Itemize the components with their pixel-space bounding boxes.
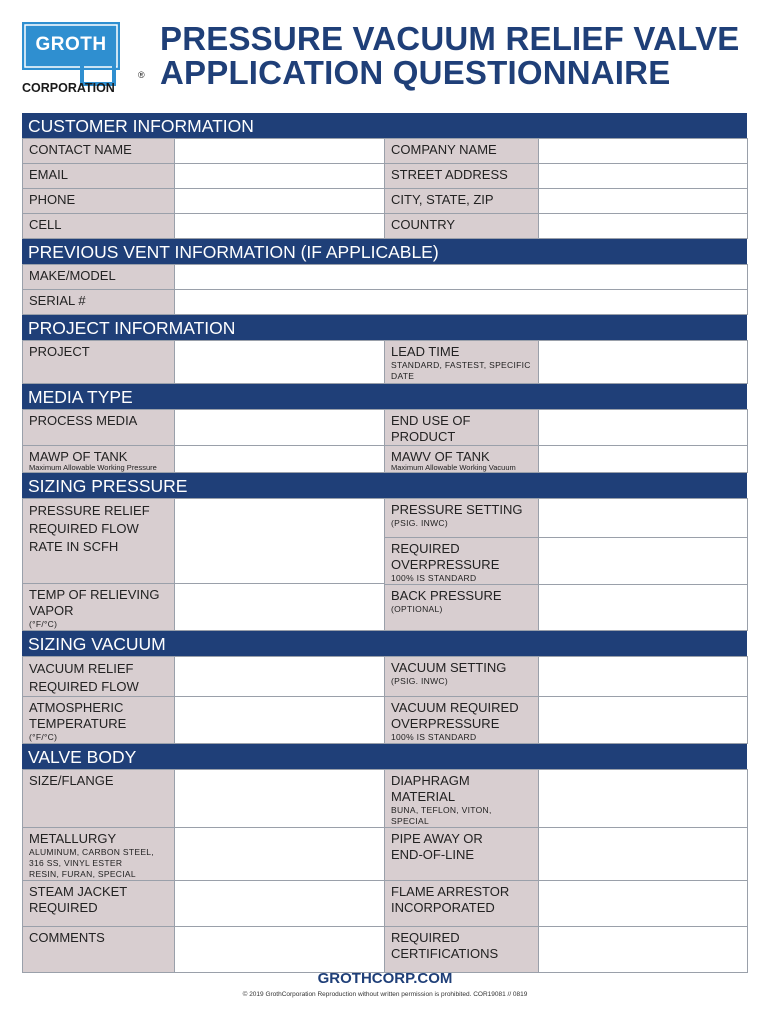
- section-header-sizing-vacuum: SIZING VACUUM: [22, 631, 747, 656]
- section-header-customer: CUSTOMER INFORMATION: [22, 113, 747, 138]
- country-field[interactable]: [539, 214, 748, 239]
- overpressure-hint: 100% IS STANDARD: [391, 573, 477, 583]
- metallurgy-hint: ALUMINUM, CARBON STEEL, 316 SS, VINYL ESTER RESIN, FURAN, SPECIAL: [29, 847, 154, 879]
- pressure-setting-label: PRESSURE SETTING (PSIG. INWC): [385, 499, 539, 538]
- vent-table: [22, 264, 748, 315]
- email-label: EMAIL: [23, 164, 175, 189]
- diaphragm-hint: BUNA, TEFLON, VITON, SPECIAL: [391, 805, 492, 826]
- process-media-label: PROCESS MEDIA: [23, 410, 175, 446]
- city-state-zip-label: CITY, STATE, ZIP: [385, 189, 539, 214]
- overpressure-field[interactable]: [539, 538, 748, 585]
- country-label: COUNTRY: [385, 214, 539, 239]
- temp-label: TEMP OF RELIEVING VAPOR (°F/°C): [23, 584, 175, 631]
- section-header-project: PROJECT INFORMATION: [22, 315, 747, 340]
- page-title: [160, 22, 760, 90]
- make-model-label: MAKE/MODEL: [23, 265, 175, 290]
- valve-body-table: [22, 769, 748, 973]
- back-pressure-hint: (OPTIONAL): [391, 604, 443, 615]
- sizing-vacuum-table: [22, 656, 748, 744]
- temp-hint: (°F/°C): [29, 619, 58, 629]
- flame-arrestor-field[interactable]: [539, 881, 748, 927]
- mawv-hint: Maximum Allowable Working Vacuum: [391, 463, 516, 472]
- lead-time-label: LEAD TIME STANDARD, FASTEST, SPECIFIC DATE: [385, 341, 539, 384]
- lead-time-hint: STANDARD, FASTEST, SPECIFIC DATE: [391, 360, 531, 381]
- end-use-field[interactable]: [539, 410, 748, 446]
- pressure-setting-field[interactable]: [539, 499, 748, 538]
- flow-rate-label: PRESSURE RELIEF REQUIRED FLOW RATE IN SCFH: [23, 499, 175, 584]
- atm-temp-label: ATMOSPHERIC TEMPERATURE (°F/°C): [23, 697, 175, 744]
- email-field[interactable]: [175, 164, 385, 189]
- svg-text:GROTH: GROTH: [35, 34, 107, 55]
- pipe-away-label: PIPE AWAY OR END-OF-LINE: [385, 828, 539, 881]
- certifications-label: REQUIRED CERTIFICATIONS: [385, 927, 539, 973]
- atm-temp-field[interactable]: [175, 697, 385, 744]
- mawp-hint: Maximum Allowable Working Pressure: [29, 463, 157, 472]
- vac-overpressure-hint: 100% IS STANDARD: [391, 732, 477, 742]
- mawv-field[interactable]: [539, 446, 748, 473]
- end-use-label: END USE OF PRODUCT: [385, 410, 539, 446]
- size-flange-field[interactable]: [175, 770, 385, 828]
- customer-table: [22, 138, 748, 239]
- vacuum-flow-field[interactable]: [175, 657, 385, 697]
- phone-label: PHONE: [23, 189, 175, 214]
- svg-text:CORPORATION: CORPORATION: [22, 81, 115, 94]
- back-pressure-label: BACK PRESSURE (OPTIONAL): [385, 585, 539, 631]
- section-header-valve-body: VALVE BODY: [22, 744, 747, 769]
- overpressure-label: REQUIRED OVERPRESSURE 100% IS STANDARD: [385, 538, 539, 585]
- mawv-label: MAWV OF TANK Maximum Allowable Working Vacuum: [385, 446, 539, 473]
- comments-label: COMMENTS: [23, 927, 175, 973]
- serial-field[interactable]: [175, 290, 748, 315]
- questionnaire-form: [22, 113, 747, 973]
- logo-mark-icon: [22, 22, 146, 94]
- groth-logo: [22, 22, 146, 94]
- company-name-field[interactable]: [539, 139, 748, 164]
- steam-jacket-field[interactable]: [175, 881, 385, 927]
- process-media-field[interactable]: [175, 410, 385, 446]
- company-name-label: COMPANY NAME: [385, 139, 539, 164]
- lead-time-field[interactable]: [539, 341, 748, 384]
- temp-field[interactable]: [175, 584, 385, 631]
- project-field[interactable]: [175, 341, 385, 384]
- street-address-field[interactable]: [539, 164, 748, 189]
- back-pressure-field[interactable]: [539, 585, 748, 631]
- vacuum-setting-field[interactable]: [539, 657, 748, 697]
- footer-copyright: © 2019 GrothCorporation Reproduction without written permission is prohibited. COR19081 // 0819: [242, 991, 528, 998]
- project-table: [22, 340, 748, 384]
- flame-arrestor-label: FLAME ARRESTOR INCORPORATED: [385, 881, 539, 927]
- diaphragm-field[interactable]: [539, 770, 748, 828]
- vac-overpressure-field[interactable]: [539, 697, 748, 744]
- atm-temp-hint: (°F/°C): [29, 732, 58, 742]
- metallurgy-label: METALLURGY ALUMINUM, CARBON STEEL, 316 SS, VINYL ESTER RESIN, FURAN, SPECIAL: [23, 828, 175, 881]
- metallurgy-field[interactable]: [175, 828, 385, 881]
- comments-field[interactable]: [175, 927, 385, 973]
- section-header-previous-vent: PREVIOUS VENT INFORMATION (IF APPLICABLE): [22, 239, 747, 264]
- vacuum-setting-hint: (PSIG. INWC): [391, 676, 448, 686]
- contact-name-field[interactable]: [175, 139, 385, 164]
- section-header-sizing-pressure: SIZING PRESSURE: [22, 473, 747, 498]
- cell-label: CELL: [23, 214, 175, 239]
- title-line-2: APPLICATION QUESTIONNAIRE: [160, 54, 671, 91]
- diaphragm-label: DIAPHRAGM MATERIAL BUNA, TEFLON, VITON, SPECIAL: [385, 770, 539, 828]
- mawp-label: MAWP OF TANK Maximum Allowable Working Pressure: [23, 446, 175, 473]
- vacuum-setting-label: VACUUM SETTING (PSIG. INWC): [385, 657, 539, 697]
- media-table: [22, 409, 748, 473]
- section-header-media: MEDIA TYPE: [22, 384, 747, 409]
- vacuum-flow-label: VACUUM RELIEF REQUIRED FLOW: [23, 657, 175, 697]
- cell-field[interactable]: [175, 214, 385, 239]
- street-address-label: STREET ADDRESS: [385, 164, 539, 189]
- flow-rate-field[interactable]: [175, 499, 385, 584]
- city-state-zip-field[interactable]: [539, 189, 748, 214]
- mawp-field[interactable]: [175, 446, 385, 473]
- pipe-away-field[interactable]: [539, 828, 748, 881]
- sizing-pressure-table: [22, 498, 748, 631]
- make-model-field[interactable]: [175, 265, 748, 290]
- svg-text:®: ®: [138, 70, 145, 80]
- contact-name-label: CONTACT NAME: [23, 139, 175, 164]
- footer-website-link[interactable]: GROTHCORP.COM: [317, 970, 453, 987]
- serial-label: SERIAL #: [23, 290, 175, 315]
- vac-overpressure-label: VACUUM REQUIRED OVERPRESSURE 100% IS STANDARD: [385, 697, 539, 744]
- steam-jacket-label: STEAM JACKET REQUIRED: [23, 881, 175, 927]
- certifications-field[interactable]: [539, 927, 748, 973]
- title-line-1: PRESSURE VACUUM RELIEF VALVE: [160, 20, 740, 57]
- phone-field[interactable]: [175, 189, 385, 214]
- size-flange-label: SIZE/FLANGE: [23, 770, 175, 828]
- project-label: PROJECT: [23, 341, 175, 384]
- pressure-setting-hint: (PSIG. INWC): [391, 518, 448, 528]
